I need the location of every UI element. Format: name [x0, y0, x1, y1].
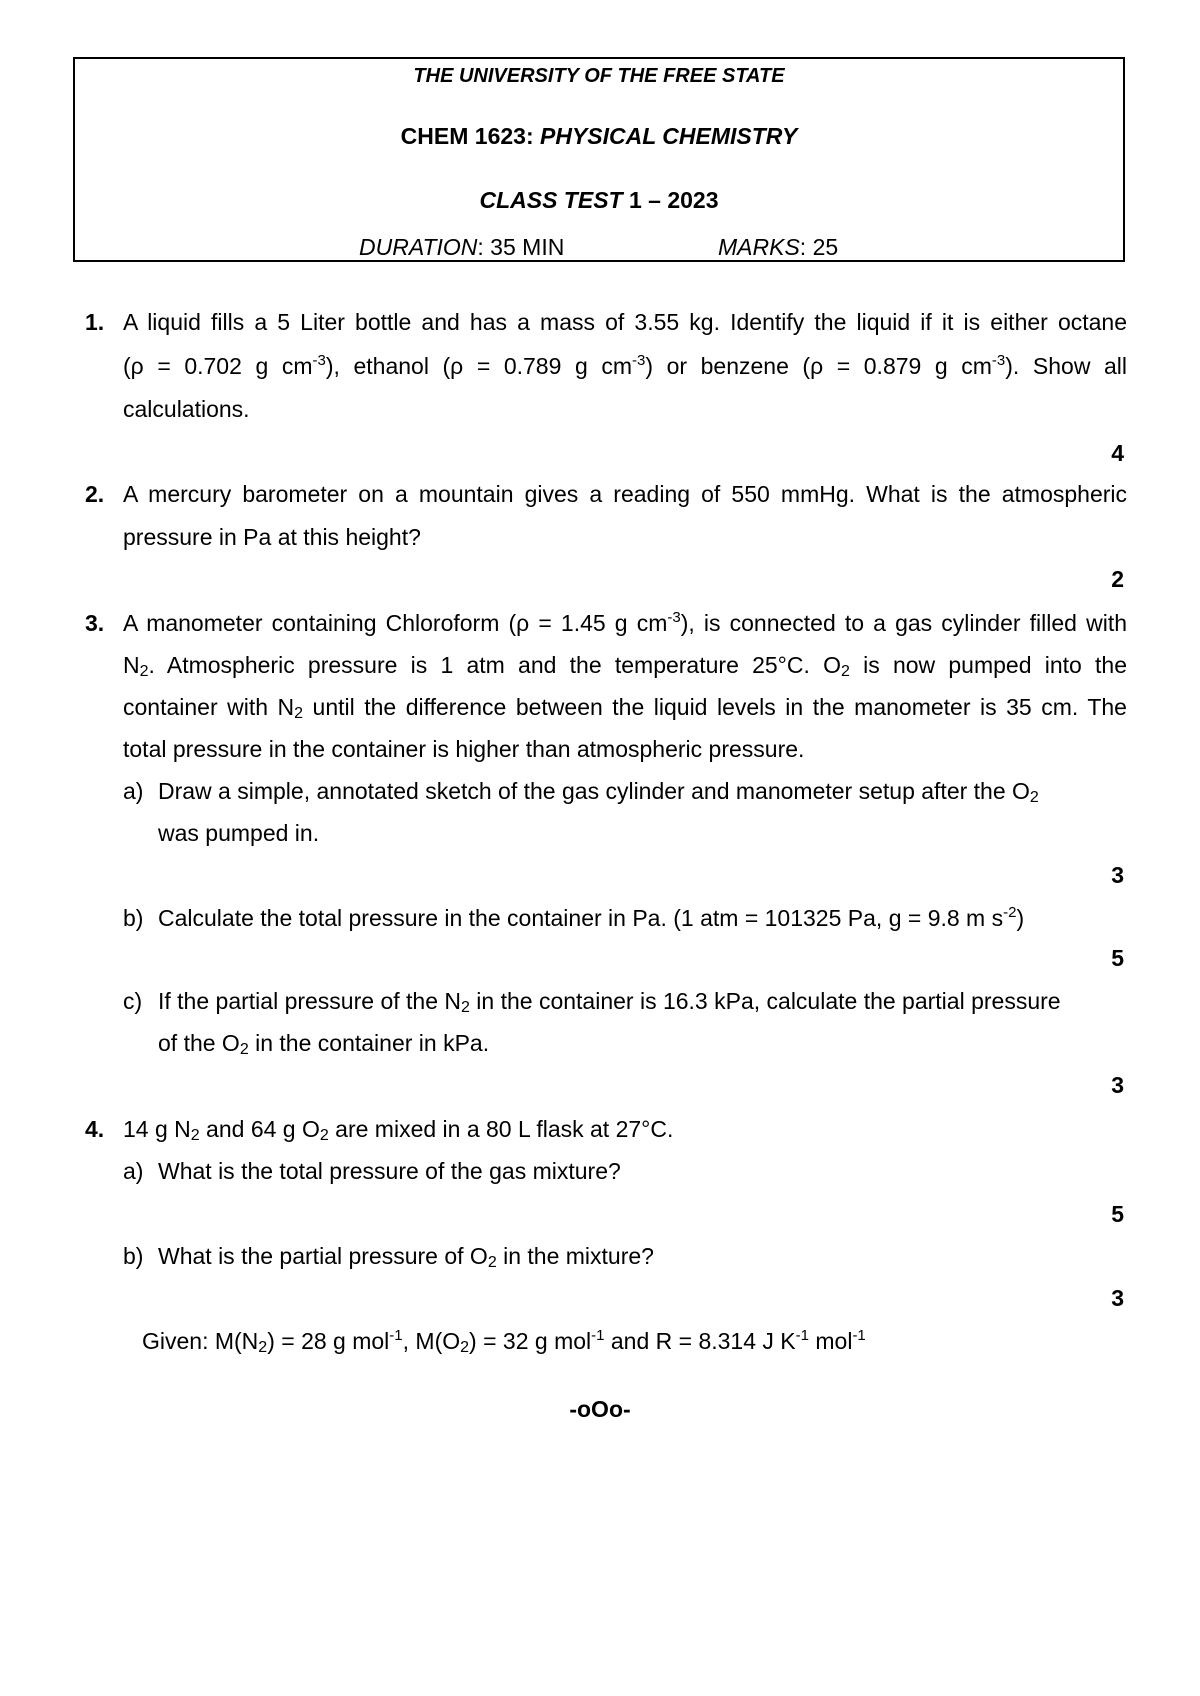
- given-exponent: -1: [795, 1327, 809, 1344]
- test-label: CLASS TEST: [479, 187, 623, 213]
- question-3-line-1: [123, 610, 1127, 637]
- course-code: CHEM 1623:: [400, 123, 534, 149]
- q3c-subscript: 2: [461, 999, 470, 1016]
- q3-text: until the difference between the liquid levels in the manometer is 35 cm. The: [303, 694, 1127, 720]
- q4b-text: What is the partial pressure of O: [158, 1243, 488, 1269]
- q3a-text: Draw a simple, annotated sketch of the gas cylinder and manometer setup after the O: [158, 778, 1030, 804]
- given-subscript: 2: [460, 1339, 470, 1356]
- duration: [359, 234, 564, 261]
- q4-text: are mixed in a 80 L flask at 27°C.: [328, 1116, 674, 1142]
- test-title: [75, 187, 1123, 214]
- question-3a-label: a): [123, 778, 144, 804]
- question-4-number: 4.: [85, 1116, 105, 1142]
- q4-text: 14 g N: [123, 1116, 191, 1142]
- q4-subscript: 2: [319, 1127, 329, 1144]
- question-3a-line-1: [158, 778, 1039, 805]
- q3c-subscript: 2: [239, 1041, 249, 1058]
- given-exponent: -1: [591, 1327, 605, 1344]
- q1-exponent: -3: [312, 352, 326, 369]
- question-3-line-3: [123, 694, 1127, 721]
- given-text: mol: [808, 1328, 853, 1354]
- q3-text: N: [123, 652, 140, 678]
- q3a-subscript: 2: [1029, 789, 1039, 806]
- given-exponent: -1: [852, 1327, 866, 1344]
- end-mark: -oOo-: [569, 1396, 631, 1422]
- duration-label: DURATION: [359, 234, 478, 260]
- q3-text: A manometer containing Chloroform (ρ = 1.45 g cm: [123, 610, 668, 636]
- question-3-line-4: total pressure in the container is higher than atmospheric pressure.: [123, 736, 805, 762]
- q3-subscript: 2: [294, 705, 304, 722]
- question-3a-line-2: was pumped in.: [158, 820, 320, 846]
- question-3c-marks: 3: [1111, 1072, 1124, 1098]
- question-1-line-1: A liquid fills a 5 Liter bottle and has a mass of 3.55 kg. Identify the liquid if it is either octane: [123, 309, 1127, 335]
- marks-value: : 25: [799, 234, 839, 260]
- q3-subscript: 2: [139, 663, 149, 680]
- question-1-marks: 4: [1111, 440, 1124, 466]
- given-text: Given: M(N: [142, 1328, 259, 1354]
- question-4a-label: a): [123, 1158, 144, 1184]
- question-1-line-2: [123, 353, 1127, 380]
- q4-text: and 64 g O: [199, 1116, 320, 1142]
- header-box: [73, 57, 1125, 262]
- question-3-line-2: [123, 652, 1127, 679]
- test-number: 1 – 2023: [628, 187, 719, 213]
- course-name: PHYSICAL CHEMISTRY: [540, 123, 798, 149]
- q3b-exponent: -2: [1003, 904, 1017, 921]
- question-4a-text: What is the total pressure of the gas mixture?: [158, 1158, 621, 1184]
- q4-subscript: 2: [190, 1127, 200, 1144]
- given-subscript: 2: [258, 1339, 268, 1356]
- question-4a-marks: 5: [1111, 1201, 1124, 1227]
- q1-text: ), ethanol (ρ = 0.789 g cm: [325, 353, 632, 379]
- course-title: [75, 123, 1123, 150]
- q4b-text: in the mixture?: [496, 1243, 654, 1269]
- question-2-marks: 2: [1111, 566, 1124, 592]
- q3b-text: ): [1016, 905, 1025, 931]
- q3-text: container with N: [123, 694, 295, 720]
- question-4-line-1: [123, 1116, 673, 1143]
- question-4b-label: b): [123, 1243, 144, 1269]
- given-text: , M(O: [402, 1328, 461, 1354]
- q3c-text: in the container in kPa.: [248, 1030, 490, 1056]
- total-marks: [718, 234, 838, 261]
- university-name: THE UNIVERSITY OF THE FREE STATE: [413, 65, 785, 87]
- given-text: ) = 32 g mol: [469, 1328, 592, 1354]
- given-text: ) = 28 g mol: [267, 1328, 390, 1354]
- q3-text: is now pumped into the: [849, 652, 1127, 678]
- question-4b-text: [158, 1243, 654, 1270]
- question-3c-line-2: [158, 1030, 489, 1057]
- q1-text: ) or benzene (ρ = 0.879 g cm: [645, 353, 992, 379]
- q3-subscript: 2: [840, 663, 850, 680]
- q1-exponent: -3: [991, 352, 1006, 369]
- q1-text: ). Show all: [1005, 353, 1128, 379]
- question-3c-label: c): [123, 988, 143, 1014]
- q3b-text: Calculate the total pressure in the container in Pa. (1 atm = 101325 Pa, g = 9.8 m s: [158, 905, 1004, 931]
- q3-exponent: -3: [667, 609, 681, 626]
- q3-text: . Atmospheric pressure is 1 atm and the temperature 25°C. O: [148, 652, 841, 678]
- question-1-line-3: calculations.: [123, 396, 250, 422]
- q1-exponent: -3: [632, 352, 646, 369]
- question-3-number: 3.: [85, 610, 105, 636]
- question-3c-line-1: [158, 988, 1061, 1015]
- duration-value: : 35 MIN: [477, 234, 565, 260]
- question-3b-line-1: [158, 905, 1024, 932]
- question-4b-marks: 3: [1111, 1285, 1124, 1311]
- q1-text: (ρ = 0.702 g cm: [123, 353, 313, 379]
- marks-label: MARKS: [718, 234, 800, 260]
- q3-text: ), is connected to a gas cylinder filled with: [680, 610, 1127, 636]
- q3c-text: If the partial pressure of the N: [158, 988, 461, 1014]
- question-2-line-1: A mercury barometer on a mountain gives a reading of 550 mmHg. What is the atmospheric: [123, 481, 1127, 507]
- q3c-text: in the container is 16.3 kPa, calculate the partial pressure: [469, 988, 1061, 1014]
- question-1-number: 1.: [85, 309, 105, 335]
- question-3b-label: b): [123, 905, 144, 931]
- question-3a-marks: 3: [1111, 862, 1124, 888]
- question-2-number: 2.: [85, 481, 105, 507]
- q3c-text: of the O: [158, 1030, 240, 1056]
- question-3b-marks: 5: [1111, 945, 1124, 971]
- q4b-subscript: 2: [487, 1254, 497, 1271]
- given-text: and R = 8.314 J K: [604, 1328, 796, 1354]
- question-2-line-2: pressure in Pa at this height?: [123, 524, 421, 550]
- given-exponent: -1: [389, 1327, 403, 1344]
- given-constants: [142, 1328, 866, 1355]
